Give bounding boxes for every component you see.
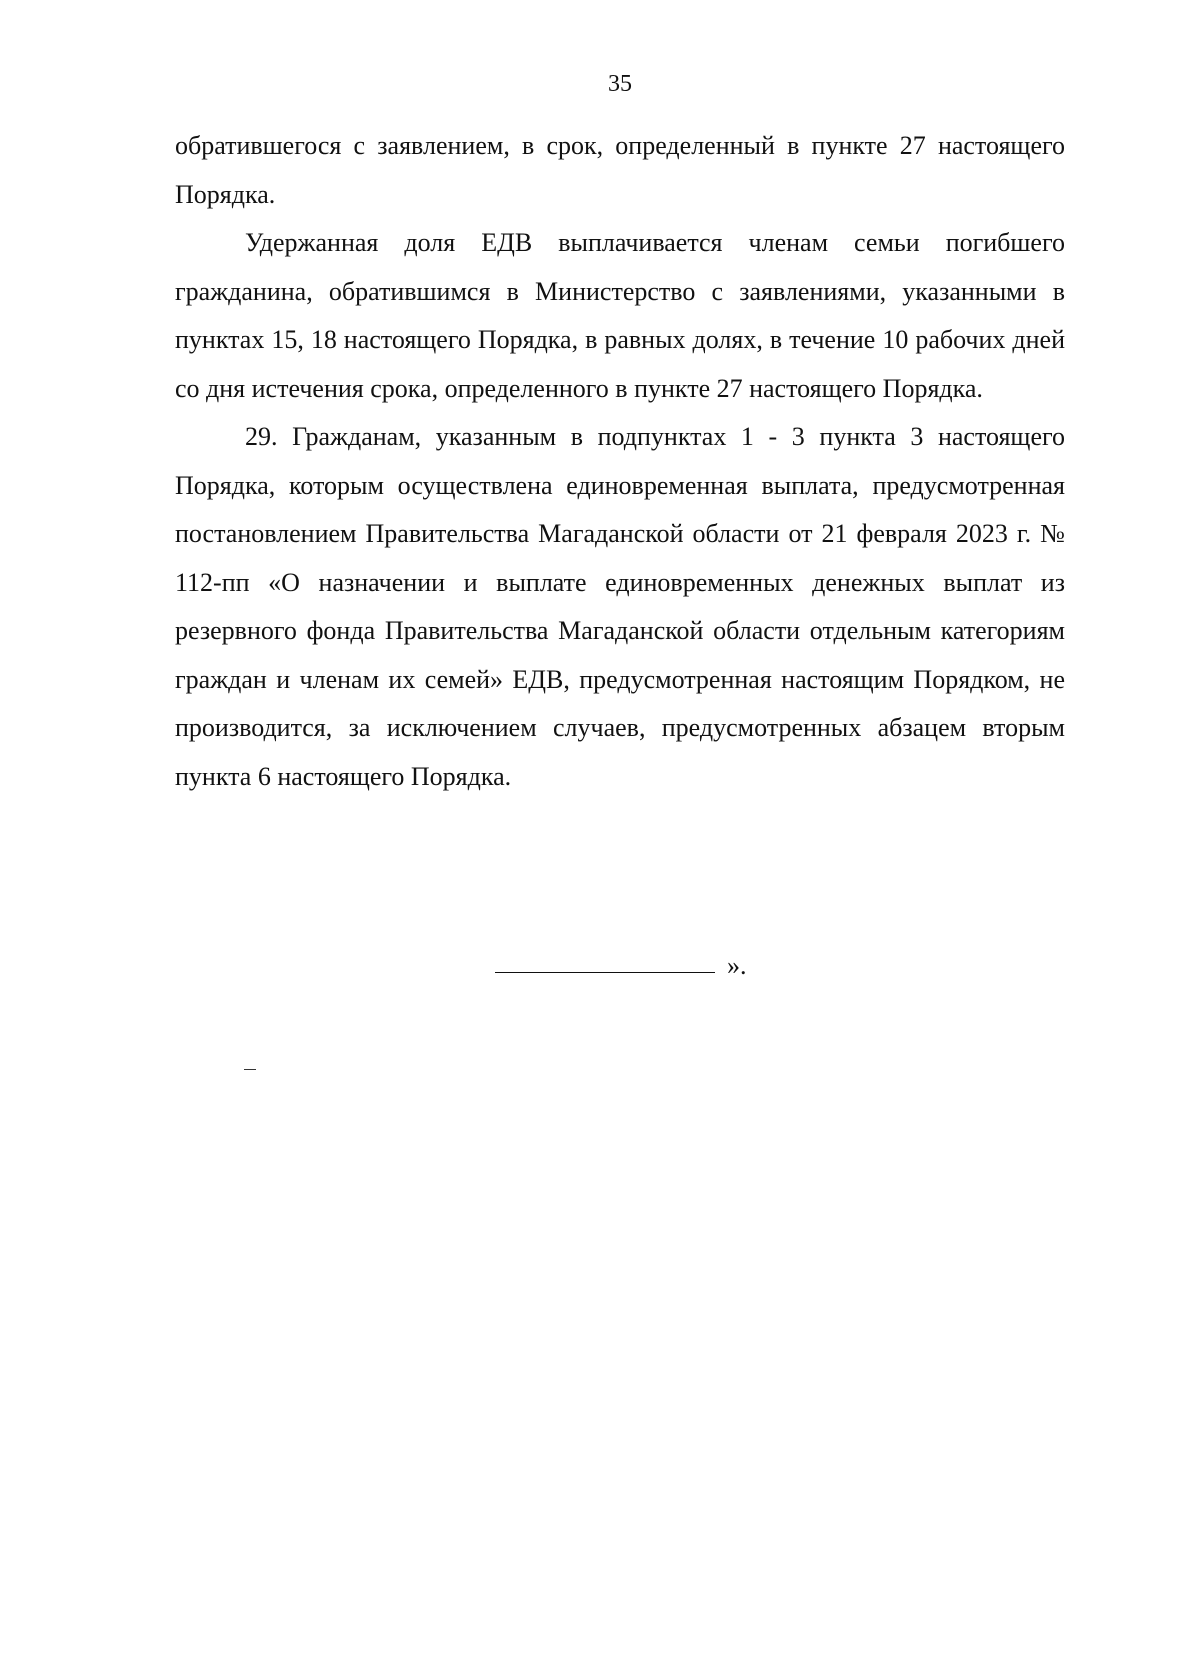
paragraph-retained-share: Удержанная доля ЕДВ выплачивается членам семьи погибшего гражданина, обратившимся в Министерство с заявлениями, указанными в пунктах 15, 18 настоящего Порядка, в равных долях, в течение 10 рабочих дней со дня истечения срока, определенного в пункте 27 настоящего Порядка. bbox=[175, 228, 1065, 403]
closing-quote: ». bbox=[727, 951, 747, 980]
document-end-marker bbox=[495, 950, 747, 982]
document-body bbox=[175, 122, 1065, 801]
page-number: 35 bbox=[608, 71, 632, 97]
closing-rule bbox=[495, 972, 715, 973]
scan-mark bbox=[244, 1069, 256, 1070]
paragraph-item-29: 29. Гражданам, указанным в подпунктах 1 - 3 пункта 3 настоящего Порядка, которым осуществлена единовременная выплата, предусмотренная постановлением Правительства Магаданской области от 21 февраля 2023 г. № 112-пп «О назначении и выплате единовременных денежных выплат из резервного фонда Правительства Магаданской области отдельным категориям граждан и членам их семей» ЕДВ, предусмотренная настоящим Порядком, не производится, за исключением случаев, предусмотренных абзацем вторым пункта 6 настоящего Порядка. bbox=[175, 422, 1065, 791]
paragraph-continuation: обратившегося с заявлением, в срок, определенный в пункте 27 настоящего Порядка. bbox=[175, 131, 1065, 209]
